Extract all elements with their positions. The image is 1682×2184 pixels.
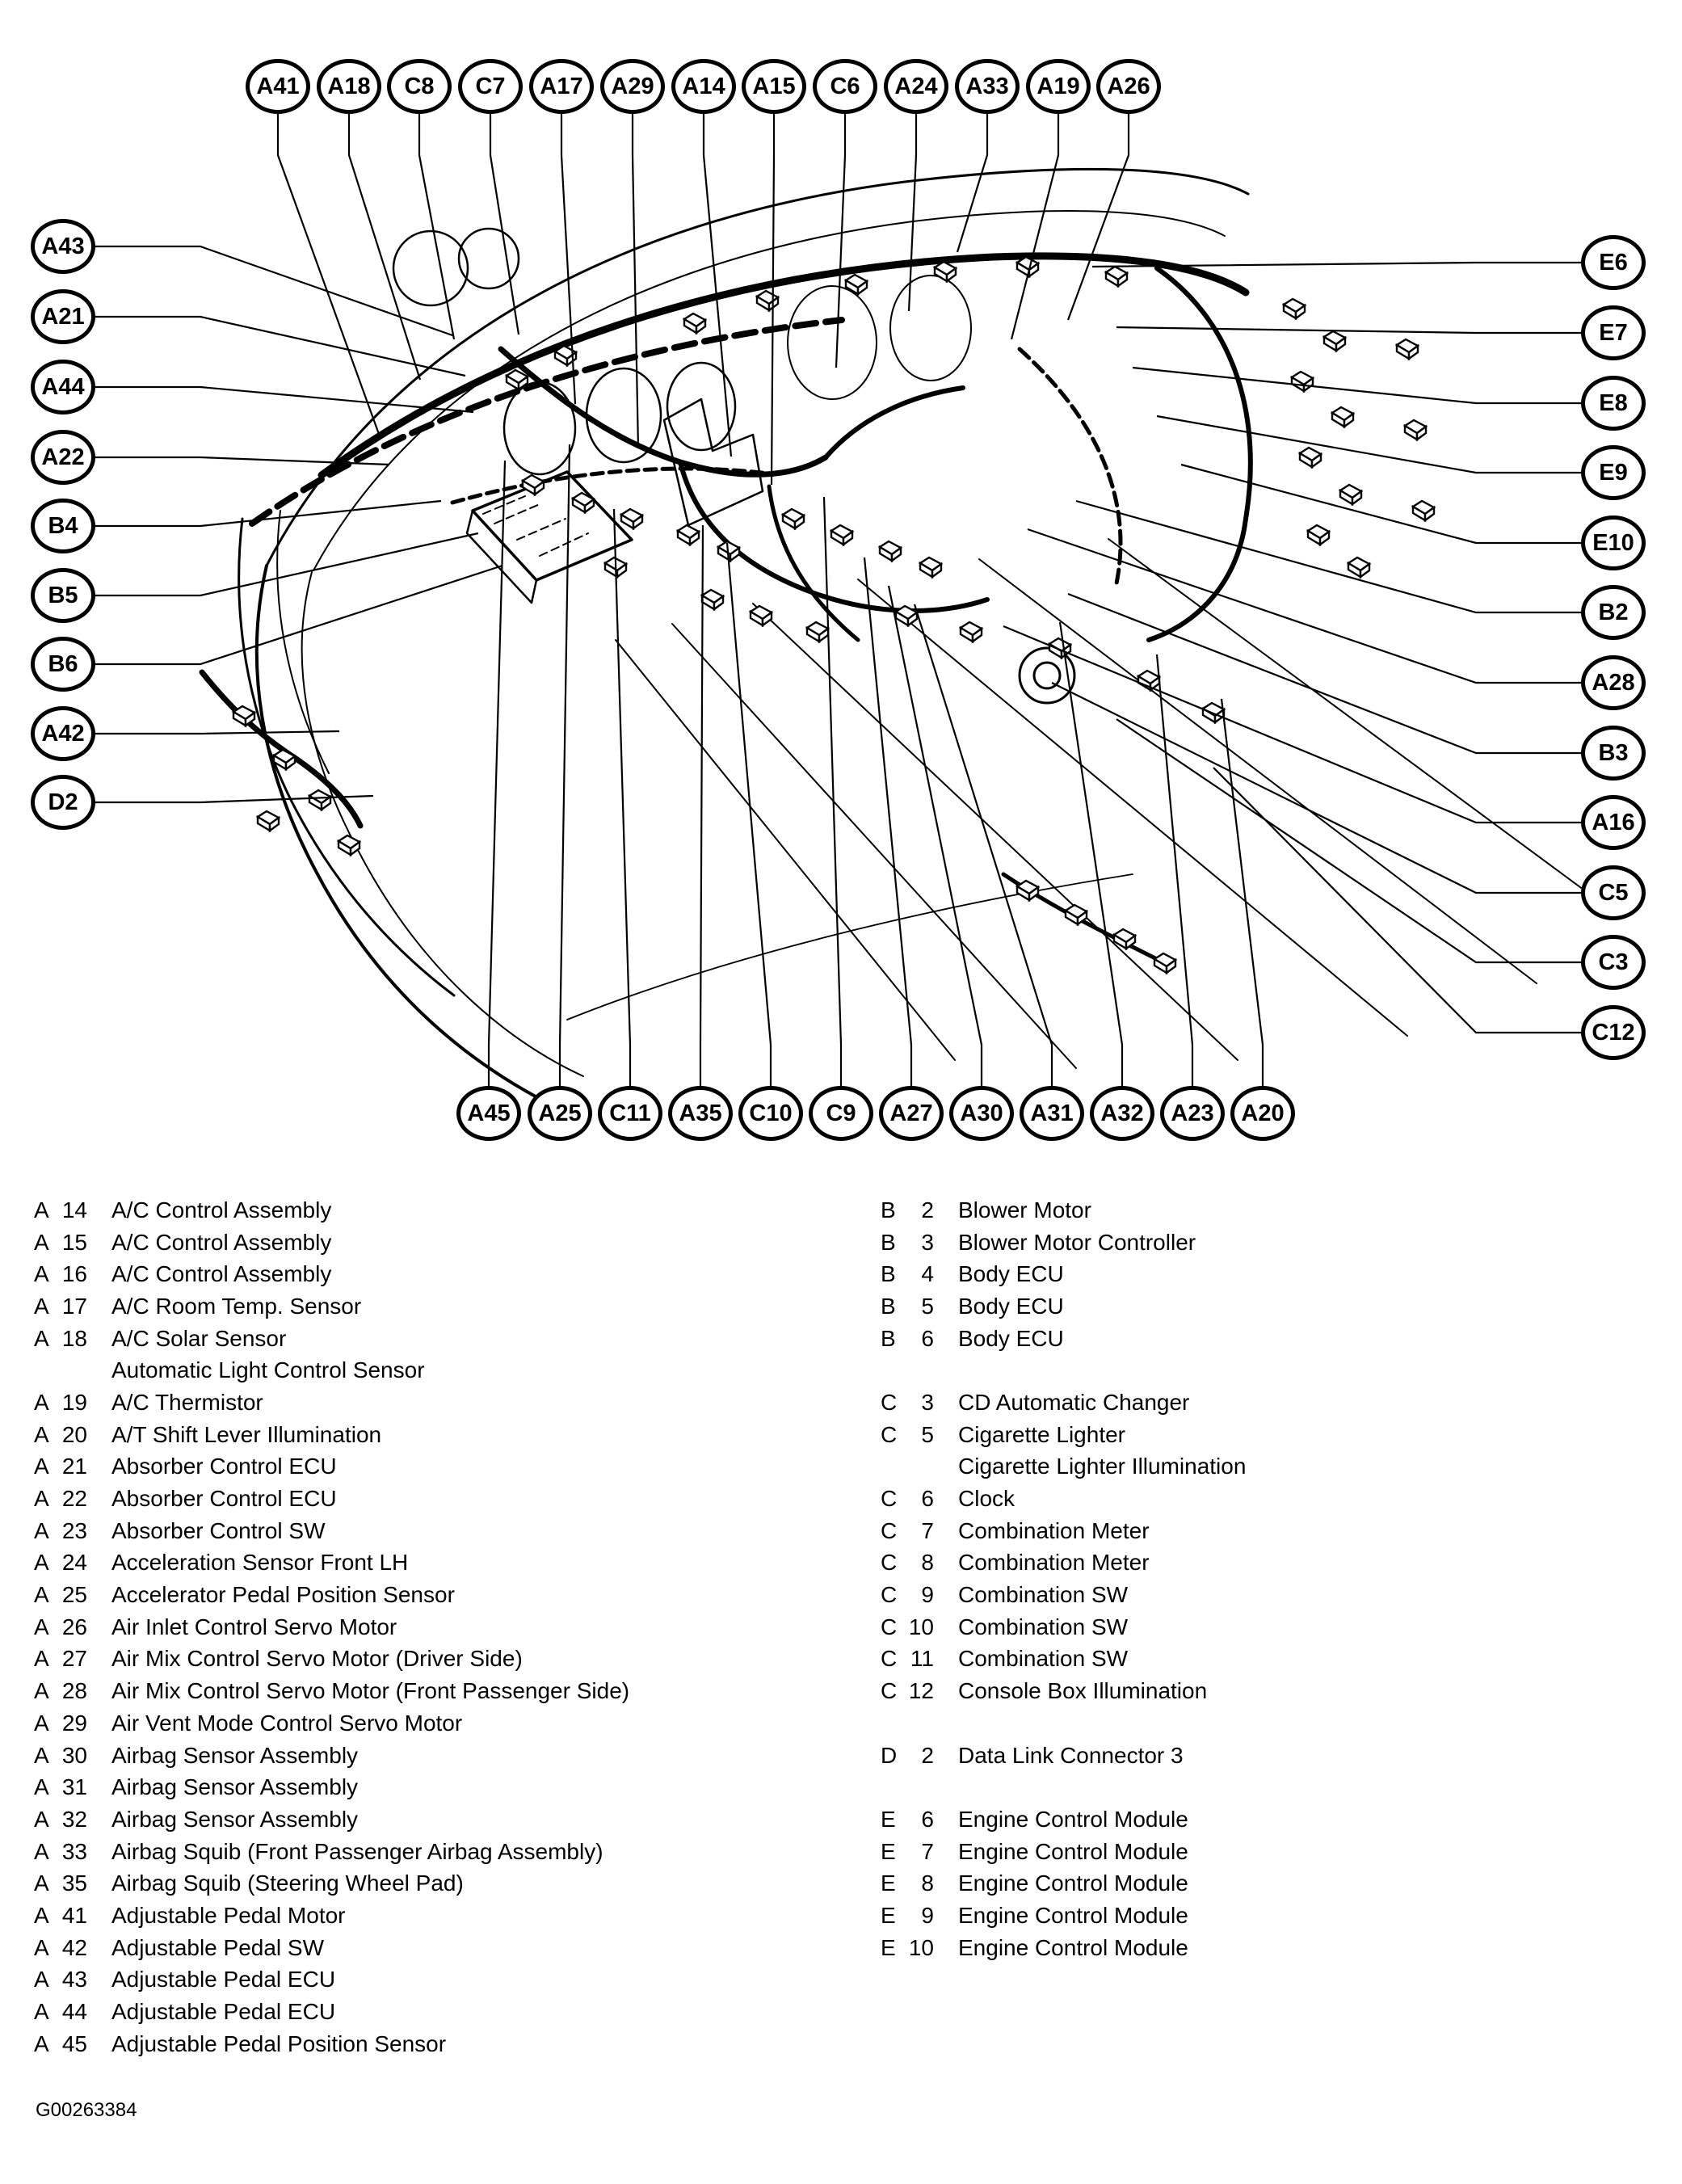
legend-entry-number: 9 — [921, 1902, 934, 1928]
callout-a42: A42 — [31, 706, 95, 761]
leader-line-a14 — [704, 86, 731, 457]
leader-line-a24 — [909, 86, 916, 311]
legend-entry-code: A — [34, 1197, 49, 1222]
legend-entry — [34, 1740, 629, 1772]
legend-entry-code: A — [34, 1421, 49, 1447]
legend-entry-code: B — [881, 1325, 896, 1351]
legend-entry-name: A/C Room Temp. Sensor — [111, 1293, 362, 1319]
legend-entry — [881, 1194, 1246, 1227]
legend-entry — [881, 1675, 1246, 1707]
legend-entry-code: E — [881, 1806, 896, 1832]
leader-line-a30 — [889, 586, 982, 1113]
legend-entry-code: E — [881, 1870, 896, 1896]
legend-entry-name: Absorber Control ECU — [111, 1454, 337, 1479]
legend-entry-name: Engine Control Module — [958, 1838, 1188, 1864]
callout-c12: C12 — [1581, 1005, 1646, 1060]
legend-entry — [881, 1258, 1246, 1290]
legend-entry-number: 35 — [61, 1870, 87, 1896]
callout-c7: C7 — [458, 59, 523, 114]
legend-entry-code: E — [881, 1902, 896, 1928]
legend-group-spacer — [881, 1354, 1246, 1387]
legend-entry-number: 2 — [921, 1742, 934, 1768]
legend-entry — [34, 1932, 629, 1964]
callout-b3: B3 — [1581, 726, 1646, 781]
legend-column-left — [34, 1194, 629, 2060]
legend-entry-number: 19 — [61, 1389, 87, 1415]
legend-entry-number: 9 — [921, 1582, 934, 1608]
legend-entry — [881, 1900, 1246, 1932]
figure-id: G00263384 — [36, 2099, 137, 2121]
legend-entry-number: 6 — [921, 1486, 934, 1512]
legend-entry — [881, 1932, 1246, 1964]
legend-entry-code: B — [881, 1229, 896, 1255]
legend-entry-code: C — [881, 1486, 898, 1512]
legend-entry-code: C — [881, 1614, 898, 1639]
leader-line-e8 — [1133, 368, 1613, 403]
legend-entry — [34, 1419, 629, 1451]
legend-entry-name: Combination SW — [958, 1646, 1129, 1672]
legend-entry-name: Adjustable Pedal SW — [111, 1934, 325, 1960]
callout-a44: A44 — [31, 360, 95, 414]
legend-entry-code: A — [34, 1806, 49, 1832]
callout-a15: A15 — [742, 59, 806, 114]
legend-entry-name: Automatic Light Control Sensor — [111, 1357, 425, 1383]
legend-entry-number: 17 — [61, 1293, 87, 1319]
legend-entry-number: 27 — [61, 1646, 87, 1672]
legend-entry-number: 25 — [61, 1582, 87, 1608]
callout-d2: D2 — [31, 775, 95, 830]
legend-entry-number: 33 — [61, 1838, 87, 1864]
leader-line-a32 — [1060, 622, 1122, 1113]
legend-entry — [881, 1323, 1246, 1355]
legend-entry-code: C — [881, 1678, 898, 1704]
callout-a45: A45 — [456, 1086, 521, 1141]
callout-e6: E6 — [1581, 235, 1646, 290]
callout-e9: E9 — [1581, 445, 1646, 500]
legend-entry-code: B — [881, 1293, 896, 1319]
callout-a23: A23 — [1160, 1086, 1225, 1141]
legend-entry — [34, 1387, 629, 1419]
legend-entry-name: A/C Thermistor — [111, 1389, 263, 1415]
legend-entry — [881, 1611, 1246, 1643]
legend-entry-name: Airbag Sensor Assembly — [111, 1774, 359, 1800]
legend-entry — [881, 1483, 1246, 1515]
legend-entry-code: C — [881, 1389, 898, 1415]
leader-line-a18 — [349, 86, 420, 380]
legend-entry-name: Cigarette Lighter — [958, 1421, 1126, 1447]
legend-entry-code: A — [34, 1550, 49, 1576]
leader-line-c10 — [727, 543, 771, 1113]
callout-a20: A20 — [1230, 1086, 1295, 1141]
legend-entry-number: 6 — [921, 1325, 934, 1351]
legend-entry-number: 18 — [61, 1325, 87, 1351]
legend-entry-code: A — [34, 1582, 49, 1608]
legend-entry-name: Body ECU — [958, 1261, 1064, 1287]
callout-e7: E7 — [1581, 305, 1646, 360]
legend-entry — [34, 1643, 629, 1676]
leader-line-a28 — [1028, 529, 1613, 683]
leader-line-a16 — [1003, 626, 1613, 823]
legend-entry-number: 12 — [908, 1678, 934, 1704]
legend-entry — [881, 1419, 1246, 1451]
legend-entry-code: E — [881, 1934, 896, 1960]
legend-entry-code: A — [34, 1742, 49, 1768]
legend-entry-code: C — [881, 1582, 898, 1608]
legend-entry-name: Airbag Sensor Assembly — [111, 1806, 359, 1832]
legend-entry-code: B — [881, 1197, 896, 1222]
legend-entry-name: Air Vent Mode Control Servo Motor — [111, 1710, 463, 1736]
legend-entry-code: C — [881, 1646, 898, 1672]
legend-entry — [34, 1194, 629, 1227]
legend-entry — [34, 1867, 629, 1900]
legend-entry-name: Engine Control Module — [958, 1806, 1188, 1832]
legend-entry-code: A — [34, 1934, 49, 1960]
legend-entry-number: 10 — [908, 1614, 934, 1639]
legend-entry — [34, 1258, 629, 1290]
callout-c6: C6 — [813, 59, 877, 114]
legend-entry-code: E — [881, 1838, 896, 1864]
leader-line-a35 — [700, 525, 703, 1113]
legend-entry — [881, 1387, 1246, 1419]
callout-a22: A22 — [31, 430, 95, 485]
callout-a32: A32 — [1090, 1086, 1154, 1141]
leader-line-e9 — [1157, 416, 1613, 473]
leader-line-b5 — [63, 533, 478, 595]
legend-entry — [34, 1451, 629, 1483]
legend-entry-name: Combination Meter — [958, 1517, 1150, 1543]
legend-entry-number: 7 — [921, 1517, 934, 1543]
legend-entry-name: Engine Control Module — [958, 1870, 1188, 1896]
callout-a26: A26 — [1096, 59, 1161, 114]
leader-line-b6 — [63, 566, 502, 664]
callout-a30: A30 — [949, 1086, 1014, 1141]
callout-a17: A17 — [529, 59, 594, 114]
legend-entry-code: A — [34, 1870, 49, 1896]
legend-entry-number: 43 — [61, 1967, 87, 1993]
legend-entry-name: A/C Solar Sensor — [111, 1325, 287, 1351]
legend-entry-number: 44 — [61, 1999, 87, 2025]
legend-entry-number: 14 — [61, 1197, 87, 1222]
legend-group-spacer — [881, 1707, 1246, 1740]
legend-entry-code: B — [881, 1261, 896, 1287]
legend-entry-name: Airbag Squib (Front Passenger Airbag Assembly) — [111, 1838, 603, 1864]
legend-entry-name: Airbag Squib (Steering Wheel Pad) — [111, 1870, 464, 1896]
legend-entry-number: 45 — [61, 2030, 87, 2056]
callout-a27: A27 — [879, 1086, 944, 1141]
legend-entry-number: 5 — [921, 1293, 934, 1319]
legend-entry-number: 28 — [61, 1678, 87, 1704]
legend-entry-code: A — [34, 1678, 49, 1704]
legend-entry-name: A/C Control Assembly — [111, 1229, 332, 1255]
legend-entry-name: Combination SW — [958, 1582, 1129, 1608]
legend-entry-name: Console Box Illumination — [958, 1678, 1208, 1704]
legend-entry-name: Body ECU — [958, 1325, 1064, 1351]
legend-entry-name: Absorber Control ECU — [111, 1486, 337, 1512]
legend-entry-number: 7 — [921, 1838, 934, 1864]
callout-e10: E10 — [1581, 515, 1646, 570]
legend-entry — [34, 1996, 629, 2028]
legend-entry-name: Combination Meter — [958, 1550, 1150, 1576]
legend-entry-code: A — [34, 1646, 49, 1672]
callout-a33: A33 — [955, 59, 1020, 114]
legend-entry-number: 42 — [61, 1934, 87, 1960]
legend-entry — [881, 1643, 1246, 1676]
legend-entry-code: A — [34, 1999, 49, 2025]
leader-line-c5 — [1052, 683, 1613, 893]
leader-line-a44 — [63, 387, 473, 412]
legend-entry-number: 15 — [61, 1229, 87, 1255]
callout-c8: C8 — [387, 59, 452, 114]
legend-entry — [881, 1227, 1246, 1259]
legend-entry-number: 20 — [61, 1421, 87, 1447]
legend-entry-number: 8 — [921, 1550, 934, 1576]
legend-entry-name: Engine Control Module — [958, 1902, 1188, 1928]
legend-entry-name: A/C Control Assembly — [111, 1197, 332, 1222]
legend-entry-code: A — [34, 1710, 49, 1736]
legend-entry-name: Engine Control Module — [958, 1934, 1188, 1960]
legend-entry-code: A — [34, 1774, 49, 1800]
legend-entry-number: 21 — [61, 1454, 87, 1479]
legend-entry — [34, 1354, 629, 1387]
callout-a21: A21 — [31, 289, 95, 344]
legend-entry-number: 2 — [921, 1197, 934, 1222]
leader-line-a41 — [278, 86, 380, 436]
leader-line-a21 — [63, 317, 465, 376]
legend-entry-number: 26 — [61, 1614, 87, 1639]
legend-entry-name: A/T Shift Lever Illumination — [111, 1421, 382, 1447]
legend-entry-number: 31 — [61, 1774, 87, 1800]
legend-entry — [34, 1579, 629, 1611]
legend-entry-name: Adjustable Pedal ECU — [111, 1967, 336, 1993]
callout-b6: B6 — [31, 637, 95, 692]
legend-entry-number: 4 — [921, 1261, 934, 1287]
legend-entry-code: D — [881, 1742, 898, 1768]
legend-entry-number: 29 — [61, 1710, 87, 1736]
legend-entry-number: 41 — [61, 1902, 87, 1928]
legend-entry-name: Accelerator Pedal Position Sensor — [111, 1582, 455, 1608]
legend-entry — [881, 1451, 1246, 1483]
callout-b5: B5 — [31, 568, 95, 623]
legend-entry-number: 11 — [910, 1646, 934, 1672]
leader-line-c12 — [1213, 768, 1613, 1033]
legend-entry — [34, 1900, 629, 1932]
legend-entry — [881, 1803, 1246, 1836]
legend-entry — [34, 2028, 629, 2060]
legend-entry-code: A — [34, 1229, 49, 1255]
legend-entry-number: 10 — [908, 1934, 934, 1960]
leader-line-a29 — [633, 86, 638, 448]
callout-b4: B4 — [31, 499, 95, 553]
callout-a41: A41 — [246, 59, 310, 114]
legend-entry — [34, 1323, 629, 1355]
legend-entry-name: A/C Control Assembly — [111, 1261, 332, 1287]
legend-entry-name: Blower Motor Controller — [958, 1229, 1196, 1255]
legend-entry-code: C — [881, 1550, 898, 1576]
legend-entry-name: Air Mix Control Servo Motor (Front Passenger Side) — [111, 1678, 630, 1704]
legend-entry — [34, 1227, 629, 1259]
legend-entry-number: 3 — [921, 1389, 934, 1415]
legend-entry — [881, 1515, 1246, 1547]
legend-entry-name: Adjustable Pedal Motor — [111, 1902, 346, 1928]
leader-line-a31 — [915, 604, 1052, 1113]
legend-entry-code: A — [34, 1389, 49, 1415]
callout-c10: C10 — [738, 1086, 803, 1141]
legend-entry-name: Adjustable Pedal Position Sensor — [111, 2030, 447, 2056]
leader-line-a27 — [864, 558, 911, 1113]
legend-entry-name: Absorber Control SW — [111, 1517, 326, 1543]
legend-entry-name: Data Link Connector 3 — [958, 1742, 1184, 1768]
legend-entry-name: Air Mix Control Servo Motor (Driver Side) — [111, 1646, 523, 1672]
leader-line-c9 — [824, 497, 841, 1113]
legend-entry-code: A — [34, 1902, 49, 1928]
legend-entry-number: 3 — [921, 1229, 934, 1255]
legend-entry-code: A — [34, 2030, 49, 2056]
legend-entry — [34, 1707, 629, 1740]
legend-entry — [881, 1579, 1246, 1611]
legend-entry — [34, 1547, 629, 1580]
legend-entry-code: C — [881, 1421, 898, 1447]
legend-column-right — [881, 1194, 1246, 1964]
leader-line-e7 — [1116, 327, 1613, 333]
legend-entry-number: 5 — [921, 1421, 934, 1447]
legend-entry-code: A — [34, 1261, 49, 1287]
legend-entry-name: Adjustable Pedal ECU — [111, 1999, 336, 2025]
legend-entry-number: 22 — [61, 1486, 87, 1512]
callout-c3: C3 — [1581, 935, 1646, 990]
callout-a29: A29 — [600, 59, 665, 114]
legend-entry — [881, 1836, 1246, 1868]
legend-entry-code: A — [34, 1967, 49, 1993]
callout-b2: B2 — [1581, 585, 1646, 640]
leader-line-a42 — [63, 731, 339, 734]
leader-line-b2 — [1076, 501, 1613, 612]
legend-entry-number: 6 — [921, 1806, 934, 1832]
legend-entry — [34, 1964, 629, 1997]
callout-a35: A35 — [668, 1086, 733, 1141]
callout-a19: A19 — [1026, 59, 1091, 114]
leader-line-a23 — [1157, 654, 1192, 1113]
legend-entry-code: A — [34, 1293, 49, 1319]
legend-entry-name: Body ECU — [958, 1293, 1064, 1319]
legend-entry-name: Blower Motor — [958, 1197, 1091, 1222]
legend-entry — [34, 1611, 629, 1643]
callout-c5: C5 — [1581, 865, 1646, 920]
legend-entry — [34, 1771, 629, 1803]
legend-entry — [881, 1547, 1246, 1580]
callout-a25: A25 — [528, 1086, 592, 1141]
legend-entry-name: Combination SW — [958, 1614, 1129, 1639]
legend-entry-name: Air Inlet Control Servo Motor — [111, 1614, 397, 1639]
legend-entry-number: 23 — [61, 1517, 87, 1543]
legend-entry-code: A — [34, 1486, 49, 1512]
legend-entry-name: Acceleration Sensor Front LH — [111, 1550, 409, 1576]
legend-group-spacer — [881, 1771, 1246, 1803]
legend-entry-code: A — [34, 1838, 49, 1864]
legend-entry — [34, 1803, 629, 1836]
legend-entry-number: 24 — [61, 1550, 87, 1576]
legend-entry — [34, 1515, 629, 1547]
legend-entry-number: 16 — [61, 1261, 87, 1287]
legend-entry-name: Clock — [958, 1486, 1016, 1512]
legend-entry — [881, 1290, 1246, 1323]
legend-entry — [34, 1675, 629, 1707]
legend-entry-number: 30 — [61, 1742, 87, 1768]
legend-entry-name: Cigarette Lighter Illumination — [958, 1454, 1247, 1479]
callout-a16: A16 — [1581, 795, 1646, 850]
callout-c11: C11 — [598, 1086, 662, 1141]
legend-entry-number: 8 — [921, 1870, 934, 1896]
callout-a24: A24 — [884, 59, 948, 114]
legend-entry — [34, 1290, 629, 1323]
legend-entry-code: A — [34, 1614, 49, 1639]
legend-entry-code: A — [34, 1454, 49, 1479]
legend-entry — [881, 1740, 1246, 1772]
callout-e8: E8 — [1581, 376, 1646, 431]
legend-entry-code: C — [881, 1517, 898, 1543]
callout-c9: C9 — [809, 1086, 873, 1141]
leader-line-c6 — [836, 86, 845, 368]
legend-entry-name: CD Automatic Changer — [958, 1389, 1190, 1415]
callout-a31: A31 — [1020, 1086, 1084, 1141]
leader-line-c3 — [1116, 719, 1613, 962]
callout-a14: A14 — [671, 59, 736, 114]
callout-a18: A18 — [317, 59, 381, 114]
leader-line-c11 — [614, 509, 630, 1113]
legend-entry-name: Airbag Sensor Assembly — [111, 1742, 359, 1768]
callout-a28: A28 — [1581, 655, 1646, 710]
callout-a43: A43 — [31, 219, 95, 274]
legend-entry-code: A — [34, 1517, 49, 1543]
legend-entry — [34, 1483, 629, 1515]
legend-entry — [881, 1867, 1246, 1900]
legend-entry-code: A — [34, 1325, 49, 1351]
leader-line-c7 — [490, 86, 519, 335]
legend-entry — [34, 1836, 629, 1868]
legend-entry-number: 32 — [61, 1806, 87, 1832]
